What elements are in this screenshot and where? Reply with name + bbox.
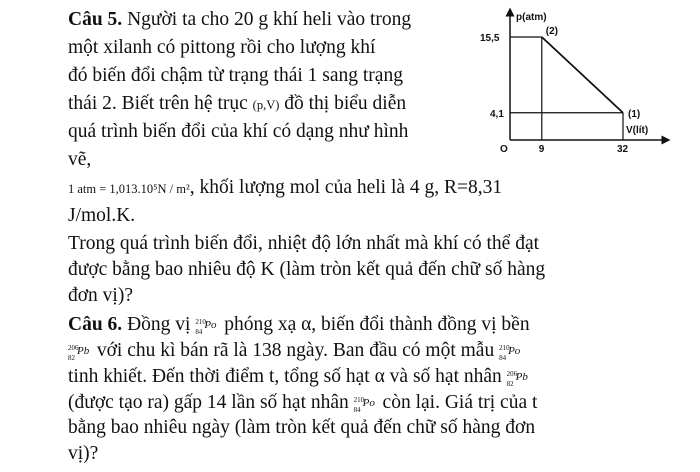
q6-text-3a: tinh khiết. Đến thời điểm t, tổng số hạt α và số hạt nhân xyxy=(68,366,507,387)
q6-text-1b: phóng xạ α, biến đổi thành đồng vị bền xyxy=(219,314,530,335)
point-label-1: (1) xyxy=(628,108,641,120)
q6-line-5: bằng bao nhiêu ngày (làm tròn kết quả đến chữ số hàng đơn xyxy=(68,417,536,438)
q5-line-4 xyxy=(68,92,406,117)
pb-nuclide: 206 82 Pb xyxy=(68,344,90,362)
point-label-2: (2) xyxy=(545,26,559,37)
q5-line-11: đơn vị)? xyxy=(68,285,134,306)
x-tick-label: 32 xyxy=(617,144,629,155)
po-nuclide: 210 84 Po xyxy=(353,396,375,414)
origin-label: O xyxy=(500,144,508,155)
pb-nuclide: 206 82 Pb xyxy=(506,370,528,388)
y-tick-label: 4,1 xyxy=(490,108,504,120)
q5-line-2: một xilanh có pittong rồi cho lượng khí xyxy=(68,37,376,58)
q6-line-2 xyxy=(68,338,523,363)
q6-text-4b: còn lại. Giá trị của t xyxy=(377,392,538,413)
po-nuclide: 210 84 Po xyxy=(195,318,217,336)
q5-line-5: quá trình biến đổi của khí có dạng như hình xyxy=(68,121,409,142)
q5-text-4b: đồ thị biểu diễn xyxy=(279,93,407,114)
q5-line-6: vẽ, xyxy=(68,149,92,170)
q6-number: Câu 6. xyxy=(68,314,123,335)
q5-line-1 xyxy=(68,8,411,32)
q6-line-4 xyxy=(68,390,537,415)
q5-text-1: Người ta cho 20 g khí heli vào trong xyxy=(122,9,412,30)
y-axis-label: p(atm) xyxy=(516,12,547,23)
po-nuclide: 210 84 Po xyxy=(499,344,521,362)
q6-text-2b: với chu kì bán rã là 138 ngày. Ban đầu có một mẫu xyxy=(92,340,500,361)
q5-line-10: được bằng bao nhiêu độ K (làm tròn kết quả đến chữ số hàng xyxy=(68,259,546,280)
q5-axes: (p,V) xyxy=(252,98,280,112)
q6-text-4a: (được tạo ra) gấp 14 lần số hạt nhân xyxy=(68,392,354,413)
q5-line-3: đó biến đổi chậm từ trạng thái 1 sang trạng xyxy=(68,65,403,86)
process-line xyxy=(542,37,623,113)
q5-number: Câu 5. xyxy=(68,9,123,30)
q5-line-9: Trong quá trình biến đổi, nhiệt độ lớn nhất mà khí có thể đạt xyxy=(68,233,540,254)
q6-text-1a: Đồng vị xyxy=(122,314,196,335)
q5-line-8: J/mol.K. xyxy=(68,205,136,226)
q6-line-1 xyxy=(68,312,530,337)
x-tick-label: 9 xyxy=(538,144,545,155)
x-axis-label: V(lít) xyxy=(626,125,649,136)
q5-text-7b: , khối lượng mol của heli là 4 g, R=8,31 xyxy=(189,177,503,198)
q5-atm-conversion: 1 atm = 1,013.10⁵N / m² xyxy=(68,182,190,196)
pv-graph xyxy=(478,6,700,156)
q6-line-3 xyxy=(68,364,531,389)
q5-text-4a: thái 2. Biết trên hệ trục xyxy=(68,93,253,114)
q5-line-7 xyxy=(68,176,502,201)
y-tick-label: 15,5 xyxy=(480,33,500,44)
q6-line-6: vị)? xyxy=(68,443,99,464)
